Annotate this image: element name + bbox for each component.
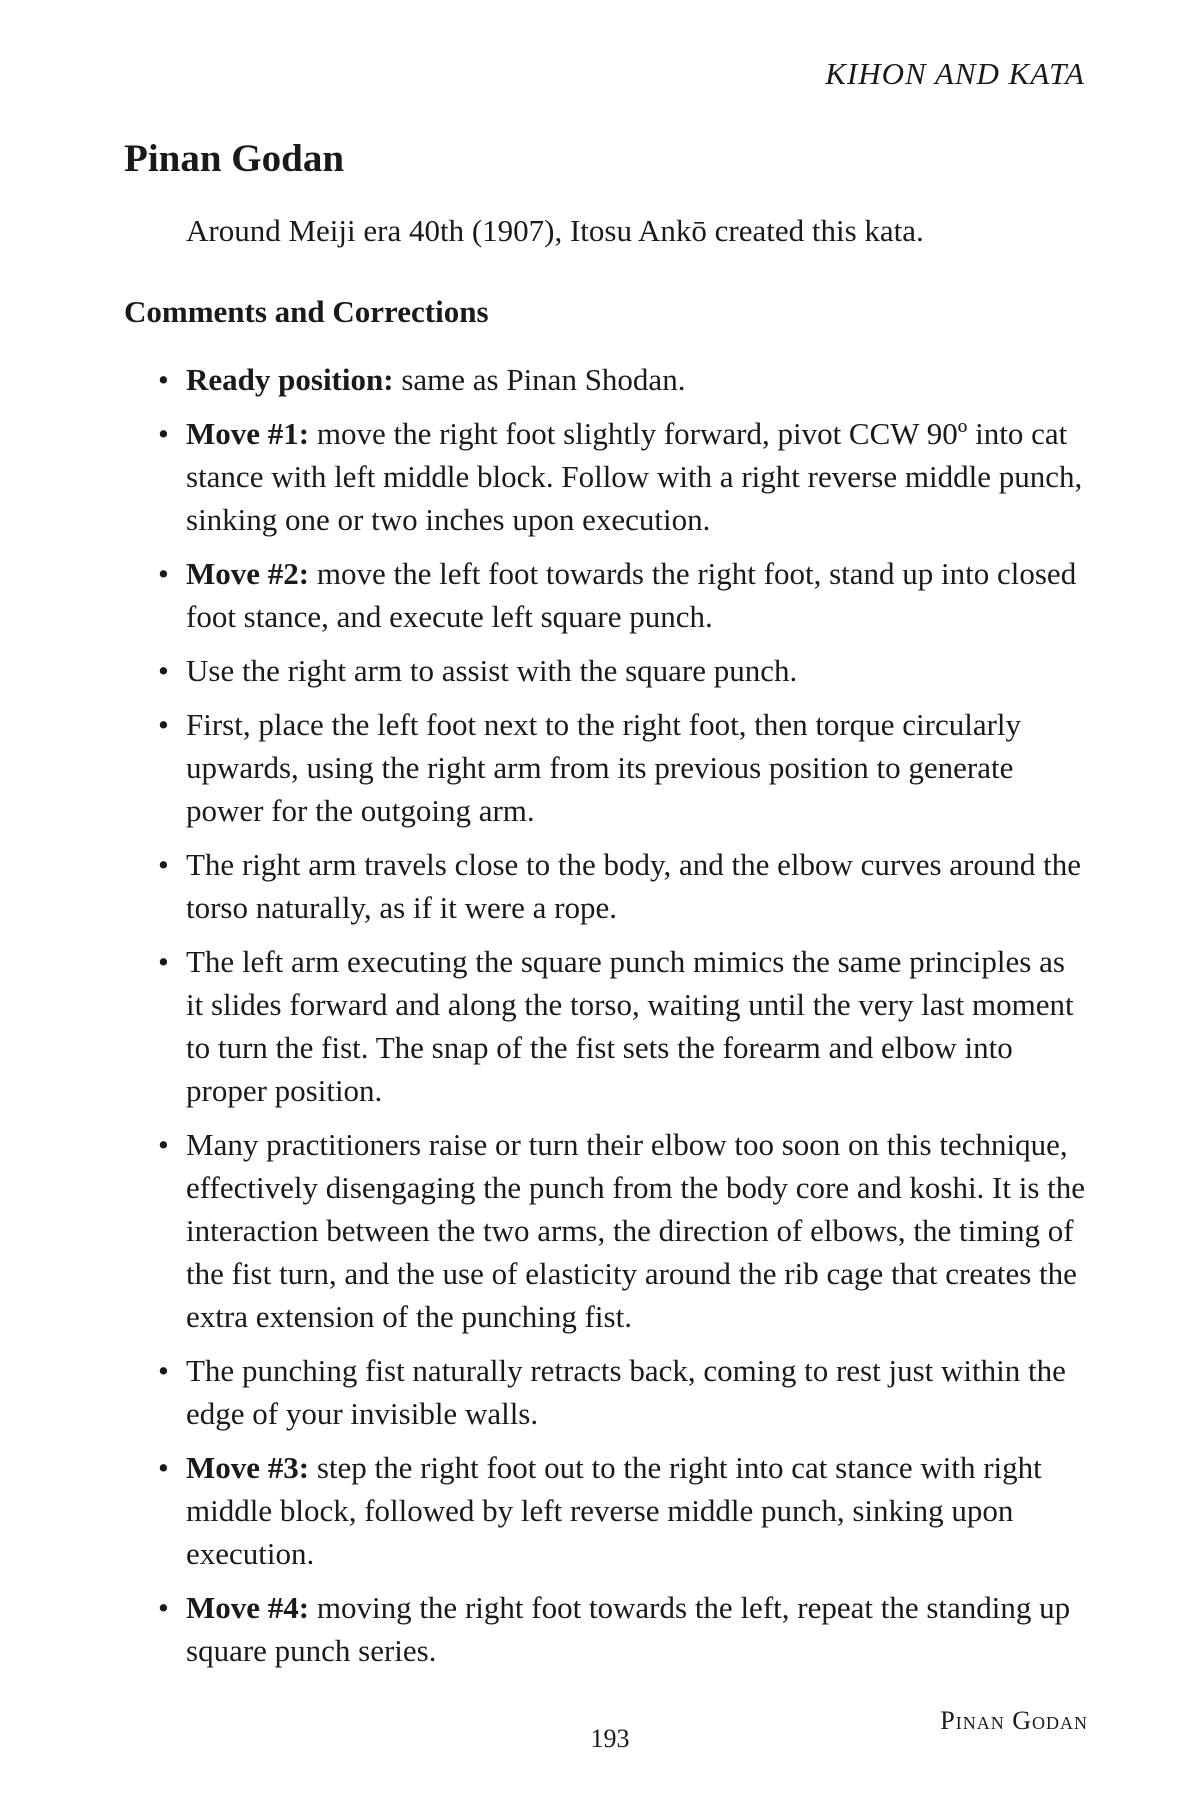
bullet-label: Move #3: <box>186 1450 310 1485</box>
bullet-text: Use the right arm to assist with the square punch. <box>186 653 798 688</box>
bullet-text: move the left foot towards the right foot, stand up into closed foot stance, and execute left square punch. <box>186 556 1077 634</box>
list-item <box>186 552 1086 638</box>
bullet-label: Ready position: <box>186 362 394 397</box>
bullet-text: moving the right foot towards the left, repeat the standing up square punch series. <box>186 1590 1071 1668</box>
list-item <box>186 649 1086 692</box>
page-number: 193 <box>590 1724 630 1753</box>
list-item <box>186 412 1086 541</box>
bullet-label: Move #1: <box>186 416 310 451</box>
list-item <box>186 843 1086 929</box>
list-item <box>186 1446 1086 1575</box>
list-item <box>186 703 1086 832</box>
bullet-text: The left arm executing the square punch mimics the same principles as it slides forward and along the torso, waiting until the very last moment to turn the fist. The snap of the fist sets the forearm and elbow into proper position. <box>186 944 1074 1108</box>
comments-list <box>186 358 1086 1683</box>
bullet-text: The punching fist naturally retracts back, coming to rest just within the edge of your invisible walls. <box>186 1353 1066 1431</box>
bullet-label: Move #2: <box>186 556 310 591</box>
intro-paragraph: Around Meiji era 40th (1907), Itosu Ankō created this kata. <box>186 213 924 248</box>
running-head: KIHON AND KATA <box>825 56 1085 91</box>
bullet-text: The right arm travels close to the body, and the elbow curves around the torso naturally, as if it were a rope. <box>186 847 1081 925</box>
footer-chapter-title: Pinan Godan <box>940 1706 1088 1735</box>
bullet-label: Move #4: <box>186 1590 310 1625</box>
comments-heading: Comments and Corrections <box>124 294 489 329</box>
bullet-text: move the right foot slightly forward, pivot CCW 90º into cat stance with left middle block. Follow with a right reverse middle punch, sinking one or two inches upon execution. <box>186 416 1083 537</box>
list-item <box>186 1586 1086 1672</box>
bullet-text: step the right foot out to the right into cat stance with right middle block, followed by left reverse middle punch, sinking upon execution. <box>186 1450 1042 1571</box>
bullet-text: same as Pinan Shodan. <box>393 362 686 397</box>
list-item <box>186 1349 1086 1435</box>
list-item <box>186 358 1086 401</box>
list-item <box>186 1123 1086 1338</box>
bullet-text: First, place the left foot next to the right foot, then torque circularly upwards, using the right arm from its previous position to generate power for the outgoing arm. <box>186 707 1022 828</box>
bullet-text: Many practitioners raise or turn their elbow too soon on this technique, effectively disengaging the punch from the body core and koshi. It is the interaction between the two arms, the direction of elbows, the timing of the fist turn, and the use of elasticity around the rib cage that creates the extra extension of the punching fist. <box>186 1127 1086 1334</box>
section-title: Pinan Godan <box>124 137 345 180</box>
list-item <box>186 940 1086 1112</box>
